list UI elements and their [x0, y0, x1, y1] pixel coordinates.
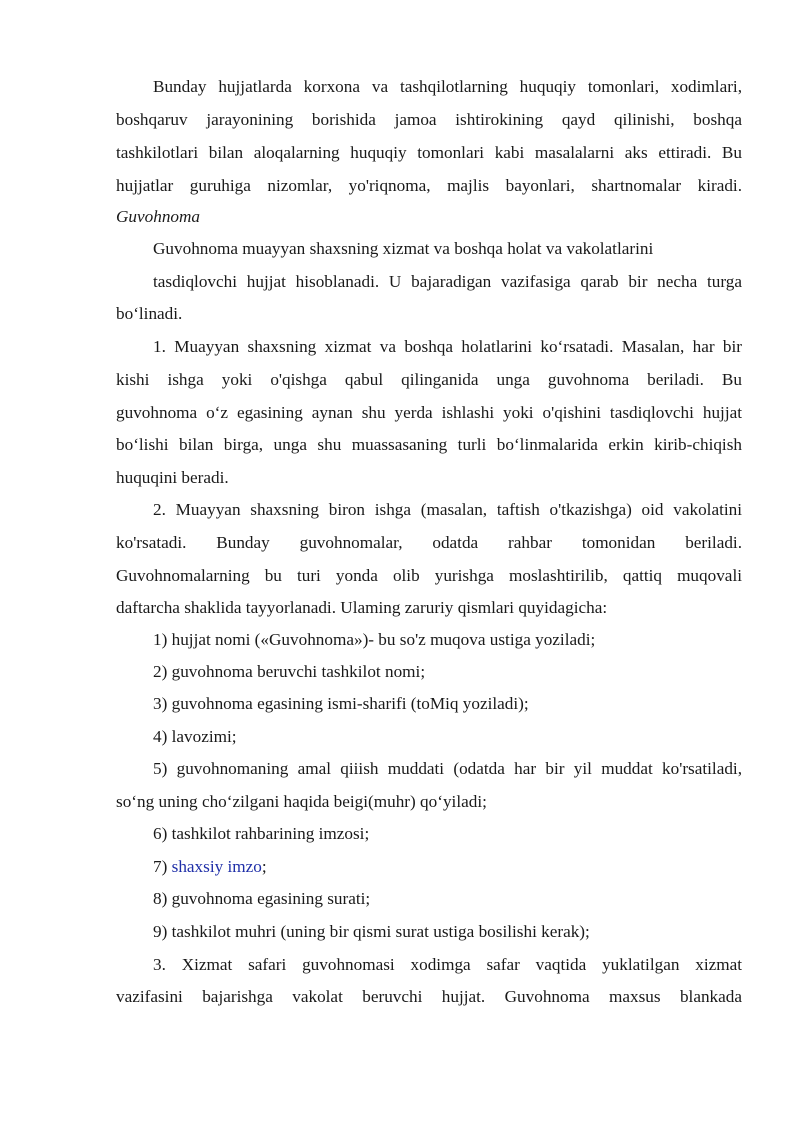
sub-list-item: 4) lavozimi;: [153, 727, 237, 746]
list-item-line: daftarcha shaklida tayyorlanadi. Ulaming zaruriy qismlari quyidagicha:: [116, 598, 608, 617]
sub-list-item: [153, 851, 742, 883]
list-item-line: 1. Muayyan shaxsning xizmat va boshqa holatlarini ko‘rsatadi. Masalan, har bir: [153, 337, 742, 356]
list-item-line: Guvohnomalarning bu turi yonda olib yurishga moslashtirilib, qattiq muqovali: [116, 566, 742, 585]
sub-list-item: 6) tashkilot rahbarining imzosi;: [153, 824, 370, 843]
list-item-line: guvohnoma o‘z egasining aynan shu yerda ishlashi yoki o'qishini tasdiqlovchi hujjat: [116, 403, 742, 422]
sub-list-item-suffix: ;: [261, 857, 267, 876]
section-heading: Guvohnoma: [116, 207, 201, 226]
sub-list-item: 9) tashkilot muhri (uning bir qismi surat ustiga bosilishi kerak);: [153, 922, 590, 941]
sub-list-item: so‘ng uning cho‘zilgani haqida beigi(muhr) qo‘yiladi;: [116, 792, 487, 811]
paragraph-line: tasdiqlovchi hujjat hisoblanadi. U bajaradigan vazifasiga qarab bir necha turga: [153, 272, 742, 291]
list-item-line: 3. Xizmat safari guvohnomasi xodimga safar vaqtida yuklatilgan xizmat: [153, 955, 742, 974]
paragraph-line: boshqaruv jarayonining borishida jamoa ishtirokining qayd qilinishi, boshqa: [116, 110, 742, 129]
list-item-line: kishi ishga yoki o'qishga qabul qilinganida unga guvohnoma beriladi. Bu: [116, 370, 742, 389]
sub-list-item: 2) guvohnoma beruvchi tashkilot nomi;: [153, 662, 426, 681]
sub-list-item: 8) guvohnoma egasining surati;: [153, 889, 371, 908]
paragraph-line: tashkilotlari bilan aloqalarning huquqiy tomonlari kabi masalalarni aks ettiradi. Bu: [116, 143, 742, 162]
paragraph-line: Guvohnoma muayyan shaxsning xizmat va boshqa holat va vakolatlarini: [153, 239, 654, 258]
list-item-line: bo‘lishi bilan birga, unga shu muassasaning turli bo‘linmalarida erkin kirib-chiqish: [116, 435, 742, 454]
paragraph-line: bo‘linadi.: [116, 304, 183, 323]
sub-list-item: 1) hujjat nomi («Guvohnoma»)- bu so'z muqova ustiga yoziladi;: [153, 630, 596, 649]
sub-list-item: 5) guvohnomaning amal qiiish muddati (odatda har bir yil muddat ko'rsatiladi,: [153, 759, 742, 778]
sub-list-item-prefix: 7): [153, 857, 172, 876]
list-item-line: huquqini beradi.: [116, 468, 229, 487]
list-item-line: ko'rsatadi. Bunday guvohnomalar, odatda rahbar tomonidan beriladi.: [116, 533, 742, 552]
sub-list-item: 3) guvohnoma egasining ismi-sharifi (toMiq yoziladi);: [153, 694, 529, 713]
paragraph-line: hujjatlar guruhiga nizomlar, yo'riqnoma, majlis bayonlari, shartnomalar kiradi.: [116, 176, 742, 195]
paragraph-line: Bunday hujjatlarda korxona va tashqilotlarning huquqiy tomonlari, xodimlari,: [153, 77, 742, 96]
list-item-line: 2. Muayyan shaxsning biron ishga (masalan, taftish o'tkazishga) oid vakolatini: [153, 500, 742, 519]
list-item-line: vazifasini bajarishga vakolat beruvchi hujjat. Guvohnoma maxsus blankada: [116, 987, 742, 1006]
shaxsiy-imzo-link[interactable]: shaxsiy imzo: [171, 857, 262, 876]
